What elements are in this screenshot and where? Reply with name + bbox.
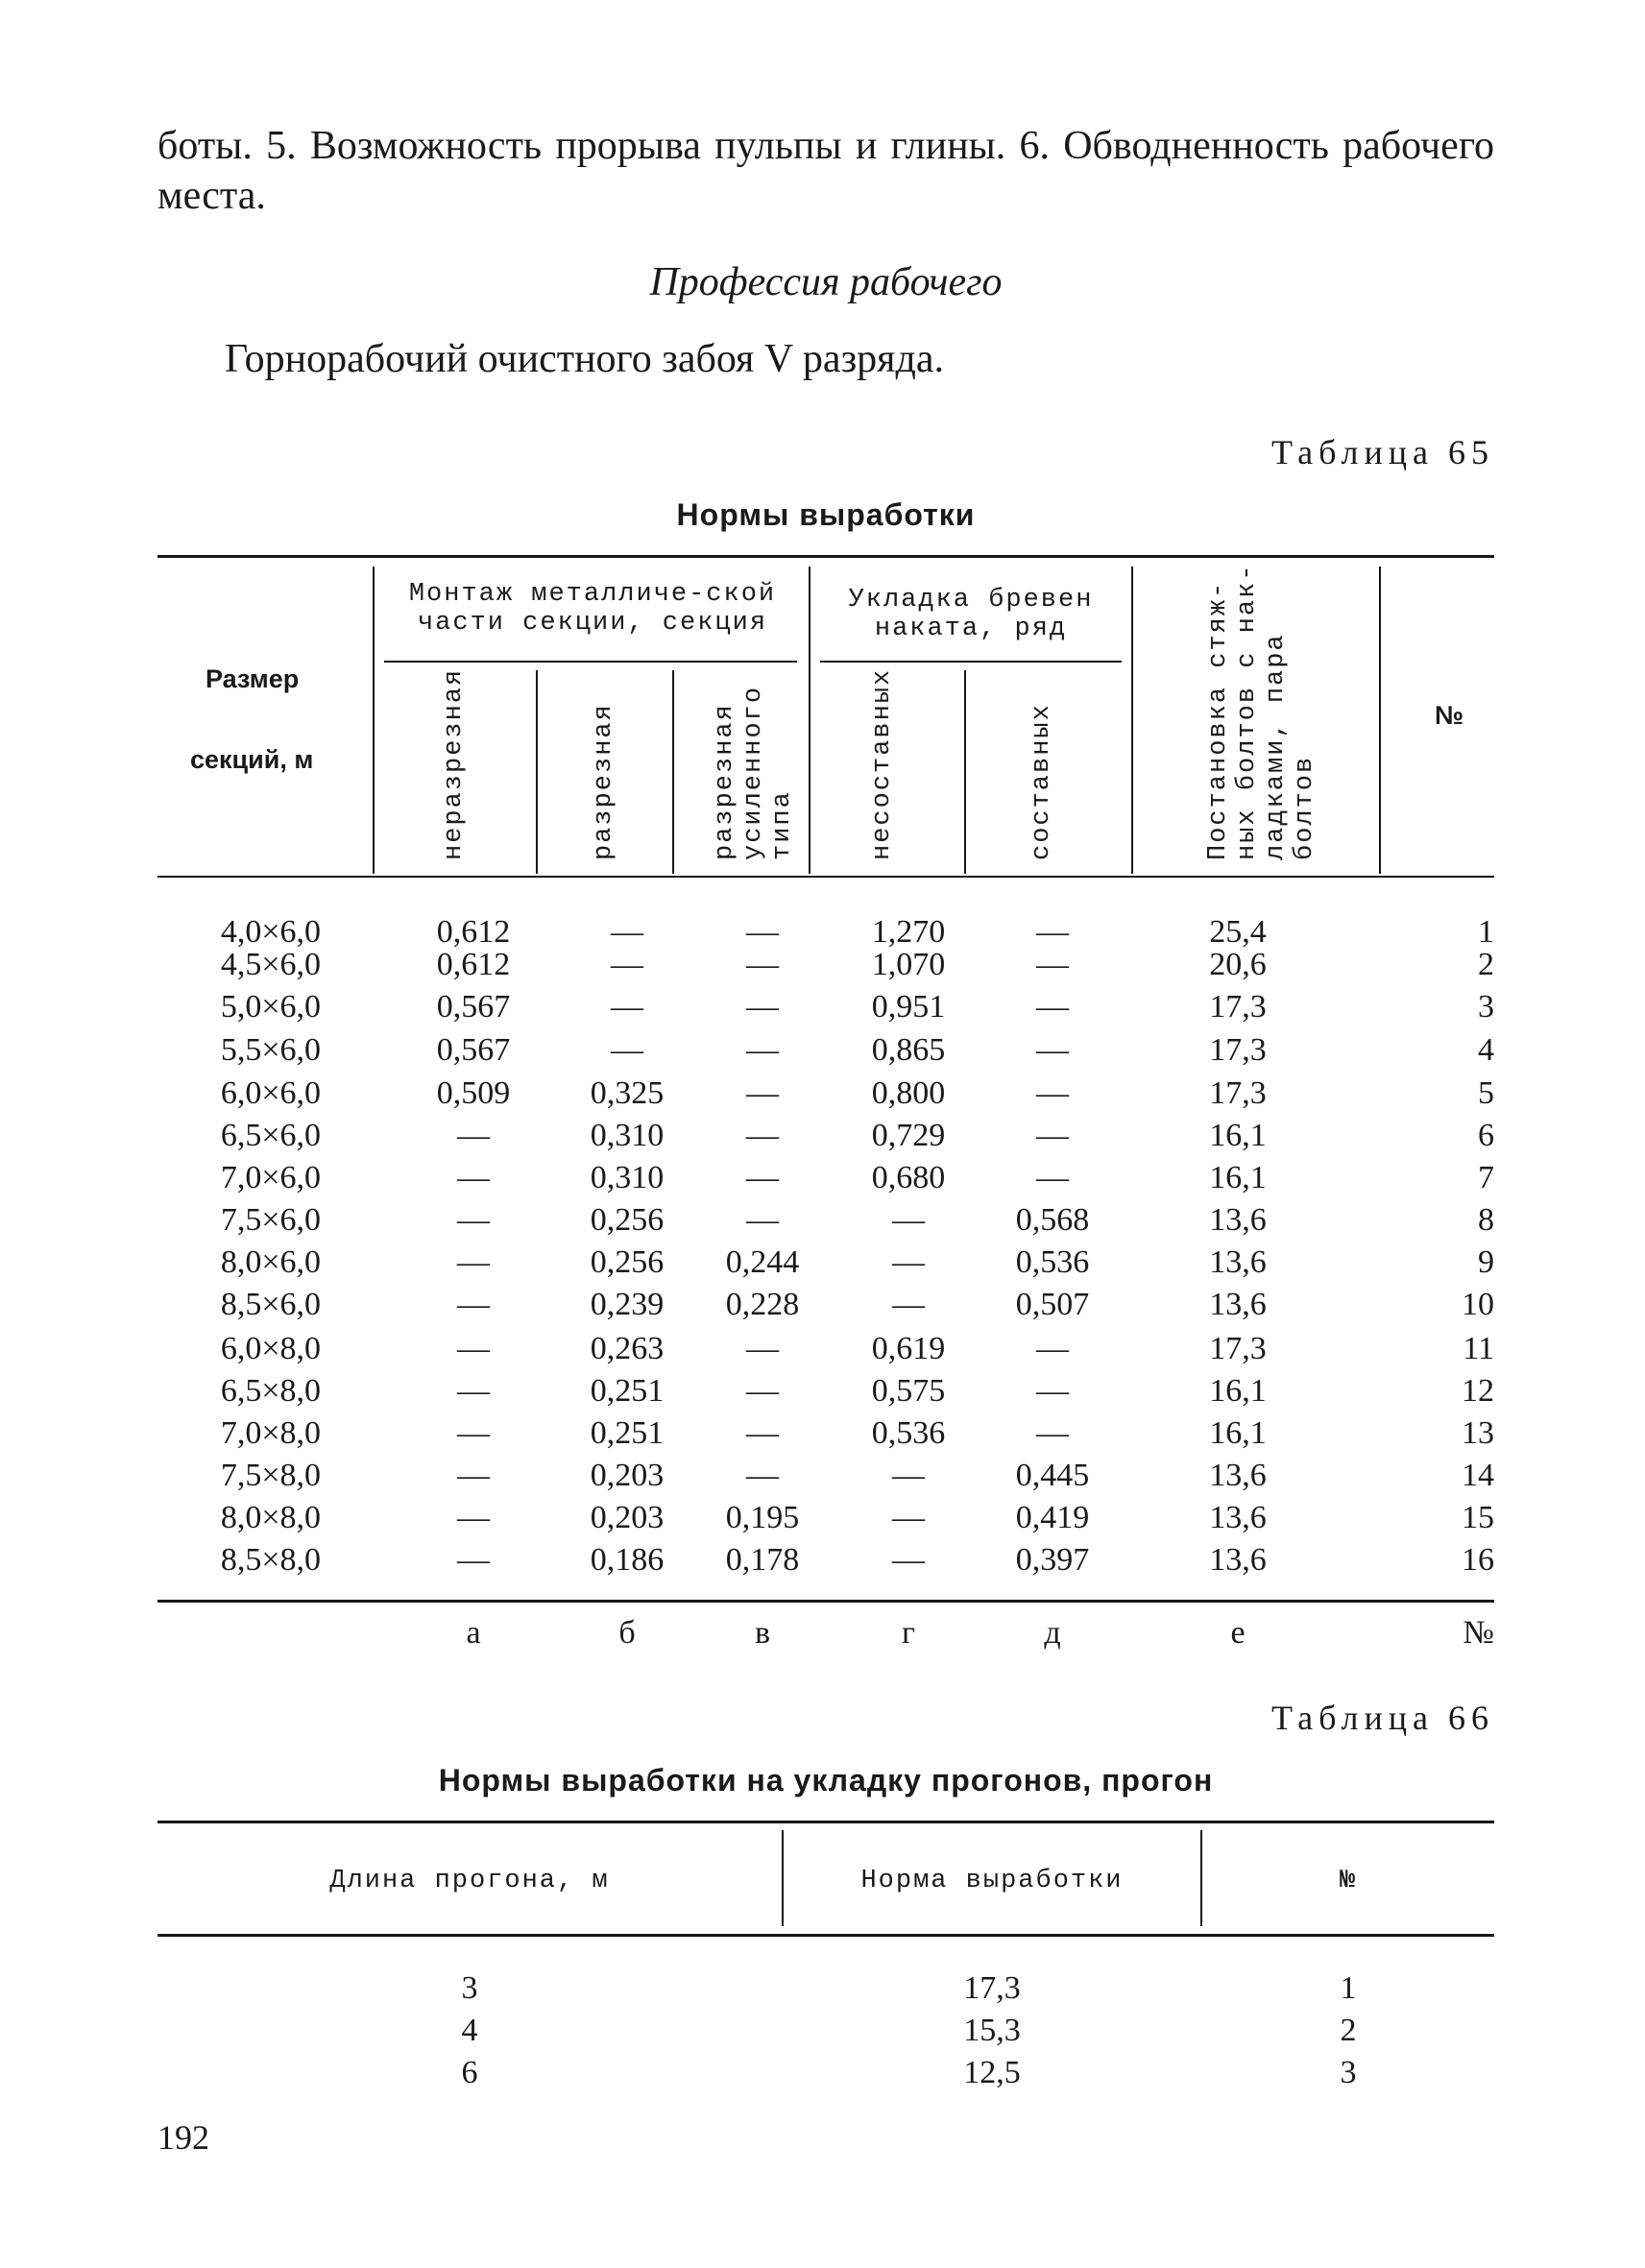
cell-d: — [1036, 947, 1069, 982]
cell-a: — [457, 1373, 490, 1409]
divider [1379, 567, 1381, 874]
cell-e: 13,6 [1209, 1202, 1267, 1238]
header-col-e: Постановка стяж-ных болтов с нак-ладками, пара болтов [1204, 563, 1319, 860]
cell-length: 3 [461, 1970, 478, 2006]
cell-v: — [746, 914, 779, 950]
table66-label: Таблица 66 [1271, 1699, 1494, 1737]
section-title: Профессия рабочего [649, 260, 1003, 304]
cell-v: 0,195 [725, 1500, 800, 1535]
table66-title: Нормы выработки на укладку прогонов, прогон [438, 1763, 1214, 1798]
cell-e: 17,3 [1209, 989, 1267, 1025]
footer-e: е [1230, 1615, 1246, 1651]
cell-a: 0,567 [436, 989, 511, 1025]
cell-size: 6,0×8,0 [220, 1331, 321, 1366]
cell-v: — [746, 1075, 779, 1111]
cell-b: 0,251 [590, 1415, 665, 1451]
cell-d: 0,445 [1015, 1458, 1090, 1493]
cell-size: 7,0×8,0 [220, 1415, 321, 1451]
group-logs-rule [820, 661, 1122, 663]
cell-n: 12 [1462, 1373, 1494, 1409]
footer-g: г [902, 1615, 915, 1651]
header-n: № [1339, 1867, 1358, 1895]
cell-n: 3 [1478, 989, 1494, 1025]
cell-size: 6,5×6,0 [220, 1118, 321, 1153]
cell-v: — [746, 1373, 779, 1409]
cell-size: 5,5×6,0 [220, 1032, 321, 1068]
profession-text: Горнорабочий очистного забоя V разряда. [225, 337, 944, 381]
cell-b: 0,310 [590, 1118, 665, 1153]
cell-size: 8,0×6,0 [220, 1244, 321, 1280]
cell-g: — [892, 1287, 925, 1322]
cell-g: 0,800 [871, 1075, 946, 1111]
cell-e: 16,1 [1209, 1118, 1267, 1153]
cell-d: — [1036, 1415, 1069, 1451]
cell-b: 0,310 [590, 1160, 665, 1195]
cell-b: — [611, 914, 643, 950]
cell-a: — [457, 1500, 490, 1535]
cell-g: — [892, 1458, 925, 1493]
header-col-b: разрезная [590, 703, 618, 860]
header-group-mount: Монтаж металличе-ской части секции, секция [408, 580, 777, 638]
header-col-n: № [1435, 701, 1464, 730]
divider [536, 670, 538, 874]
cell-g: — [892, 1500, 925, 1535]
cell-g: 0,619 [871, 1331, 946, 1366]
cell-e: 17,3 [1209, 1032, 1267, 1068]
cell-size: 6,5×8,0 [220, 1373, 321, 1409]
cell-e: 17,3 [1209, 1075, 1267, 1111]
cell-size: 8,5×8,0 [220, 1542, 321, 1578]
cell-n: 15 [1462, 1500, 1494, 1535]
header-col-d: составных [1028, 703, 1056, 860]
cell-a: — [457, 1287, 490, 1322]
intro-paragraph: боты. 5. Возможность прорыва пульпы и глины. 6. Обводненность рабочего места. [157, 124, 1494, 218]
cell-b: 0,325 [590, 1075, 665, 1111]
cell-d: 0,397 [1015, 1542, 1090, 1578]
header-col-a: неразрезная [440, 667, 469, 860]
cell-size: 8,5×6,0 [220, 1287, 321, 1322]
cell-e: 17,3 [1209, 1331, 1267, 1366]
table66-header-rule [157, 1934, 1494, 1937]
cell-n: 11 [1463, 1331, 1494, 1366]
cell-n: 1 [1340, 1970, 1357, 2006]
cell-v: 0,228 [725, 1287, 800, 1322]
cell-g: — [892, 1202, 925, 1238]
table65-header-rule [157, 876, 1494, 878]
cell-d: — [1036, 1075, 1069, 1111]
cell-d: — [1036, 1118, 1069, 1153]
cell-n: 5 [1478, 1075, 1494, 1111]
table65-title: Нормы выработки [676, 497, 976, 532]
cell-g: — [892, 1244, 925, 1280]
cell-d: 0,536 [1015, 1244, 1090, 1280]
cell-size: 6,0×6,0 [220, 1075, 321, 1111]
cell-b: 0,186 [590, 1542, 665, 1578]
cell-length: 4 [461, 2013, 478, 2048]
footer-a: а [466, 1615, 481, 1651]
cell-v: — [746, 1118, 779, 1153]
cell-e: 25,4 [1209, 914, 1267, 950]
cell-n: 9 [1478, 1244, 1494, 1280]
cell-a: — [457, 1542, 490, 1578]
cell-v: — [746, 1202, 779, 1238]
header-size-line2: секций, м [190, 745, 314, 774]
cell-a: — [457, 1331, 490, 1366]
cell-d: — [1036, 1373, 1069, 1409]
header-norm: Норма выработки [860, 1867, 1124, 1895]
cell-e: 13,6 [1209, 1244, 1267, 1280]
cell-v: 0,244 [725, 1244, 800, 1280]
cell-e: 16,1 [1209, 1373, 1267, 1409]
cell-size: 4,0×6,0 [220, 914, 321, 950]
cell-g: 1,270 [871, 914, 946, 950]
cell-v: — [746, 947, 779, 982]
cell-n: 2 [1340, 2013, 1357, 2048]
cell-e: 13,6 [1209, 1458, 1267, 1493]
cell-v: — [746, 1032, 779, 1068]
cell-b: — [611, 989, 643, 1025]
cell-b: — [611, 1032, 643, 1068]
header-col-g: несоставных [868, 667, 897, 860]
cell-a: — [457, 1202, 490, 1238]
cell-b: 0,203 [590, 1458, 665, 1493]
cell-norm: 12,5 [963, 2055, 1021, 2090]
cell-g: 0,575 [871, 1373, 946, 1409]
cell-n: 14 [1462, 1458, 1494, 1493]
cell-e: 16,1 [1209, 1160, 1267, 1195]
cell-v: — [746, 1160, 779, 1195]
table66-top-rule [157, 1821, 1494, 1823]
cell-d: — [1036, 1331, 1069, 1366]
divider [964, 670, 966, 874]
divider [373, 567, 375, 874]
cell-n: 10 [1462, 1287, 1494, 1322]
group-mount-rule [384, 661, 797, 663]
cell-a: 0,567 [436, 1032, 511, 1068]
cell-v: — [746, 1458, 779, 1493]
cell-n: 16 [1462, 1542, 1494, 1578]
cell-g: 0,680 [871, 1160, 946, 1195]
cell-size: 4,5×6,0 [220, 947, 321, 982]
cell-d: — [1036, 1032, 1069, 1068]
cell-v: — [746, 989, 779, 1025]
cell-d: — [1036, 989, 1069, 1025]
header-size-line1: Размер [206, 664, 300, 693]
cell-norm: 15,3 [963, 2013, 1021, 2048]
cell-size: 8,0×8,0 [220, 1500, 321, 1535]
cell-b: 0,256 [590, 1202, 665, 1238]
footer-b: б [618, 1615, 636, 1651]
cell-d: 0,568 [1015, 1202, 1090, 1238]
cell-b: 0,256 [590, 1244, 665, 1280]
cell-n: 4 [1478, 1032, 1494, 1068]
cell-a: 0,509 [436, 1075, 511, 1111]
cell-b: 0,203 [590, 1500, 665, 1535]
cell-n: 2 [1478, 947, 1494, 982]
cell-size: 7,0×6,0 [220, 1160, 321, 1195]
cell-a: 0,612 [436, 947, 511, 982]
divider [809, 567, 810, 874]
cell-length: 6 [461, 2055, 478, 2090]
header-group-logs: Укладка бревен наката, ряд [848, 586, 1094, 643]
header-length: Длина прогона, м [329, 1867, 610, 1895]
cell-a: — [457, 1160, 490, 1195]
cell-g: 0,865 [871, 1032, 946, 1068]
cell-a: — [457, 1118, 490, 1153]
cell-norm: 17,3 [963, 1970, 1021, 2006]
cell-g: — [892, 1542, 925, 1578]
cell-d: 0,419 [1015, 1500, 1090, 1535]
footer-d: д [1044, 1615, 1061, 1651]
cell-g: 0,536 [871, 1415, 946, 1451]
footer-v: в [754, 1615, 771, 1651]
cell-b: 0,263 [590, 1331, 665, 1366]
cell-d: — [1036, 914, 1069, 950]
cell-g: 1,070 [871, 947, 946, 982]
header-col-v: разрезная усиленного типа [711, 685, 797, 860]
cell-v: 0,178 [725, 1542, 800, 1578]
cell-n: 7 [1478, 1160, 1494, 1195]
cell-e: 13,6 [1209, 1500, 1267, 1535]
cell-e: 13,6 [1209, 1542, 1267, 1578]
cell-a: — [457, 1458, 490, 1493]
cell-d: — [1036, 1160, 1069, 1195]
table65-label: Таблица 65 [1271, 433, 1494, 471]
divider [672, 670, 674, 874]
cell-n: 6 [1478, 1118, 1494, 1153]
cell-n: 8 [1478, 1202, 1494, 1238]
cell-size: 7,5×8,0 [220, 1458, 321, 1493]
cell-a: — [457, 1244, 490, 1280]
cell-e: 16,1 [1209, 1415, 1267, 1451]
divider [1131, 567, 1133, 874]
table65-bottom-rule [157, 1600, 1494, 1603]
cell-a: 0,612 [436, 914, 511, 950]
cell-e: 13,6 [1209, 1287, 1267, 1322]
cell-d: 0,507 [1015, 1287, 1090, 1322]
cell-b: 0,239 [590, 1287, 665, 1322]
cell-g: 0,729 [871, 1118, 946, 1153]
cell-v: — [746, 1331, 779, 1366]
cell-size: 5,0×6,0 [220, 989, 321, 1025]
page-number: 192 [157, 2118, 209, 2157]
cell-v: — [746, 1415, 779, 1451]
cell-b: 0,251 [590, 1373, 665, 1409]
cell-n: 3 [1340, 2055, 1357, 2090]
cell-a: — [457, 1415, 490, 1451]
cell-e: 20,6 [1209, 947, 1267, 982]
cell-b: — [611, 947, 643, 982]
footer-n: № [1463, 1615, 1494, 1651]
cell-g: 0,951 [871, 989, 946, 1025]
cell-n: 1 [1478, 914, 1494, 950]
table65-top-rule [157, 555, 1494, 558]
cell-n: 13 [1462, 1415, 1494, 1451]
cell-size: 7,5×6,0 [220, 1202, 321, 1238]
